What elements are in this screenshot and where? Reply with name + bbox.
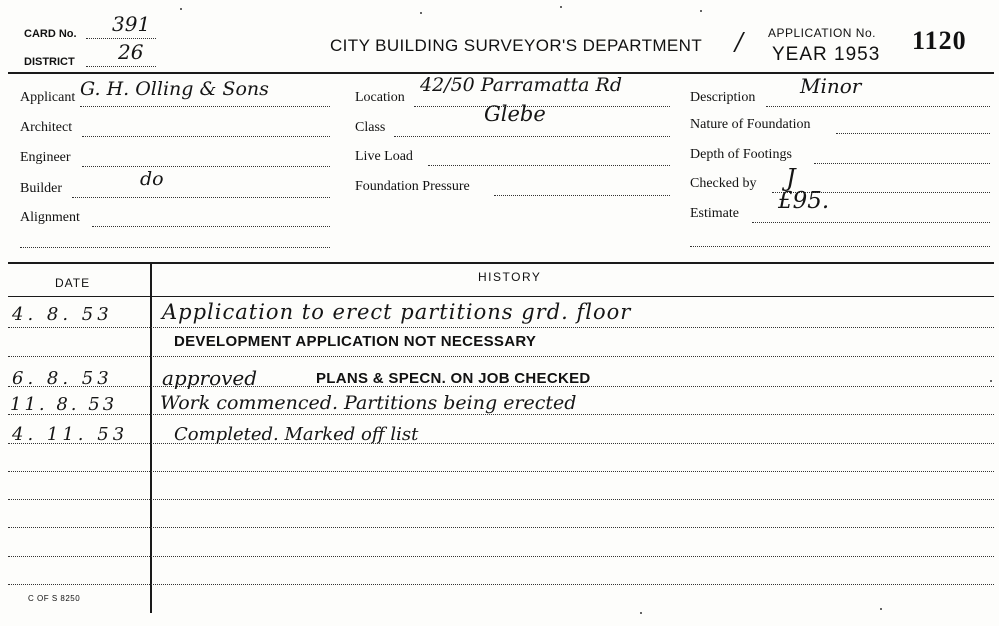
department-title: CITY BUILDING SURVEYOR'S DEPARTMENT (330, 36, 703, 55)
live-load-line (428, 165, 670, 166)
location-label: Location (355, 90, 405, 105)
history-top-divider (8, 262, 994, 264)
estimate-line-2 (690, 246, 990, 247)
builder-value: do (140, 168, 164, 190)
history-date: 4. 11. 53 (12, 424, 129, 445)
scan-speck (990, 380, 992, 382)
scan-speck (880, 608, 882, 610)
history-text: Work commenced. Partitions being erected (160, 392, 577, 414)
engineer-label: Engineer (20, 150, 71, 165)
row-line (8, 443, 994, 444)
description-label: Description (690, 90, 756, 105)
row-line (8, 499, 994, 500)
class-label: Class (355, 120, 386, 135)
architect-label: Architect (20, 120, 73, 135)
history-date: 6. 8. 53 (12, 368, 113, 389)
history-text: Application to erect partitions grd. floor (162, 300, 632, 324)
history-stamp: PLANS & SPECN. ON JOB CHECKED (316, 370, 591, 387)
nature-of-foundation-label: Nature of Foundation (690, 117, 811, 132)
history-date: 4. 8. 53 (12, 304, 113, 325)
row-line (8, 327, 994, 328)
card-no-label: CARD No. (24, 28, 77, 40)
card-no-line (86, 38, 156, 39)
applicant-value: G. H. Olling & Sons (80, 78, 269, 100)
estimate-line (752, 222, 990, 223)
row-line (8, 471, 994, 472)
history-date: 11. 8. 53 (10, 394, 118, 415)
scan-speck (700, 10, 702, 12)
estimate-label: Estimate (690, 206, 739, 221)
date-column-header: DATE (55, 276, 91, 290)
row-line (8, 414, 994, 415)
architect-line (82, 136, 330, 137)
row-line (8, 584, 994, 585)
class-line (394, 136, 670, 137)
application-number: 1120 (912, 26, 967, 55)
alignment-line (92, 226, 330, 227)
row-line (8, 556, 994, 557)
scan-speck (560, 6, 562, 8)
description-line (766, 106, 990, 107)
applicant-line (80, 106, 330, 107)
history-text: Completed. Marked off list (174, 424, 419, 445)
history-header-divider (8, 296, 994, 297)
district-label: DISTRICT (24, 56, 75, 68)
engineer-line (82, 166, 330, 167)
row-line (8, 356, 994, 357)
builder-label: Builder (20, 181, 62, 196)
application-no-label: APPLICATION No. (768, 26, 876, 40)
builder-line (72, 197, 330, 198)
history-text: approved (162, 366, 258, 390)
district-line (86, 66, 156, 67)
scan-speck (420, 12, 422, 14)
foundation-pressure-label: Foundation Pressure (355, 179, 470, 194)
alignment-label: Alignment (20, 210, 80, 225)
applicant-label: Applicant (20, 90, 76, 105)
location-value: 42/50 Parramatta Rd (420, 74, 622, 96)
card-no-value: 391 (112, 12, 151, 36)
depth-of-footings-line (814, 163, 990, 164)
scan-speck (640, 612, 642, 614)
checked-by-value: J (786, 164, 796, 192)
description-value: Minor (800, 74, 862, 98)
history-stamp: DEVELOPMENT APPLICATION NOT NECESSARY (174, 333, 537, 350)
date-column-divider (150, 263, 152, 613)
class-value: Glebe (484, 102, 546, 126)
district-value: 26 (118, 40, 144, 64)
row-line (8, 527, 994, 528)
alignment-line-2 (20, 247, 330, 248)
estimate-value: £95. (778, 188, 830, 214)
slash-mark: / (735, 28, 744, 56)
form-code: C OF S 8250 (28, 594, 81, 603)
checked-by-label: Checked by (690, 176, 757, 191)
live-load-label: Live Load (355, 149, 413, 164)
nature-of-foundation-line (836, 133, 990, 134)
history-column-header: HISTORY (478, 270, 542, 284)
scan-speck (180, 8, 182, 10)
depth-of-footings-label: Depth of Footings (690, 147, 792, 162)
foundation-pressure-line (494, 195, 670, 196)
year-label: YEAR 1953 (772, 44, 881, 65)
